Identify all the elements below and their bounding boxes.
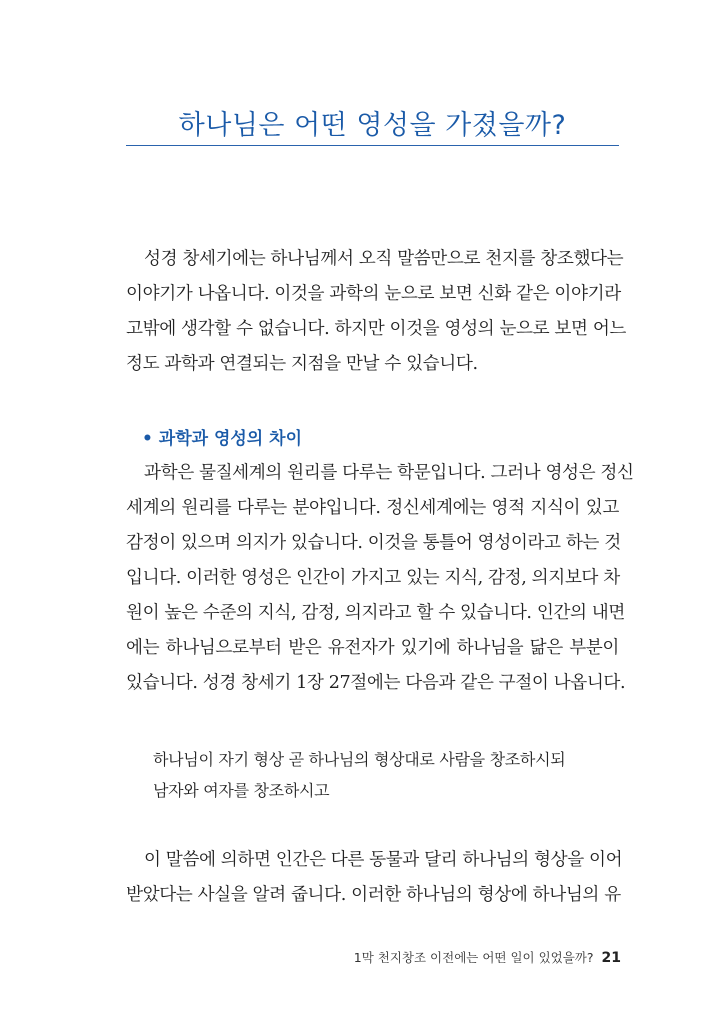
page-footer	[354, 948, 621, 966]
text-line: 과학은 물질세계의 원리를 다루는 학문입니다. 그러나 영성은 정신	[144, 463, 634, 483]
text-line: 이 말씀에 의하면 인간은 다른 동물과 달리 하나님의 형상을 이어	[144, 850, 623, 870]
chapter-running-head: 1막 천지창조 이전에는 어떤 일이 있었을까?	[353, 950, 594, 965]
text-line: 세계의 원리를 다루는 분야입니다. 정신세계에는 영적 지식이 있고	[126, 498, 619, 518]
title-underline	[126, 145, 619, 146]
text-line: 있습니다. 성경 창세기 1장 27절에는 다음과 같은 구절이 나옵니다.	[126, 673, 626, 693]
text-line: 원이 높은 수준의 지식, 감정, 의지라고 할 수 있습니다. 인간의 내면	[126, 603, 625, 623]
text-line: 고밖에 생각할 수 없습니다. 하지만 이것을 영성의 눈으로 보면 어느	[126, 319, 627, 339]
text-line: 이야기가 나옵니다. 이것을 과학의 눈으로 보면 신화 같은 이야기라	[126, 284, 621, 304]
text-line: 에는 하나님으로부터 받은 유전자가 있기에 하나님을 닮은 부분이	[126, 638, 619, 658]
quote-line: 하나님이 자기 형상 곧 하나님의 형상대로 사람을 창조하시되	[153, 750, 566, 769]
text-line: 감정이 있으며 의지가 있습니다. 이것을 통틀어 영성이라고 하는 것	[126, 533, 621, 553]
section-paragraph	[126, 456, 634, 701]
page-number: 21	[601, 950, 621, 966]
text-line: 성경 창세기에는 하나님께서 오직 말씀만으로 천지를 창조했다는	[144, 249, 624, 269]
page-title: 하나님은 어떤 영성을 가졌을까?	[178, 110, 567, 141]
quote-line: 남자와 여자를 창조하시고	[153, 781, 330, 800]
text-line: 받았다는 사실을 알려 줍니다. 이러한 하나님의 형상에 하나님의 유	[126, 885, 621, 905]
text-line: 정도 과학과 연결되는 지점을 만날 수 있습니다.	[126, 354, 478, 374]
intro-paragraph	[126, 242, 627, 382]
scripture-quote	[153, 744, 565, 806]
section-heading: • 과학과 영성의 차이	[142, 429, 302, 449]
text-line: 입니다. 이러한 영성은 인간이 가지고 있는 지식, 감정, 의지보다 차	[126, 568, 620, 588]
closing-paragraph	[126, 843, 623, 913]
